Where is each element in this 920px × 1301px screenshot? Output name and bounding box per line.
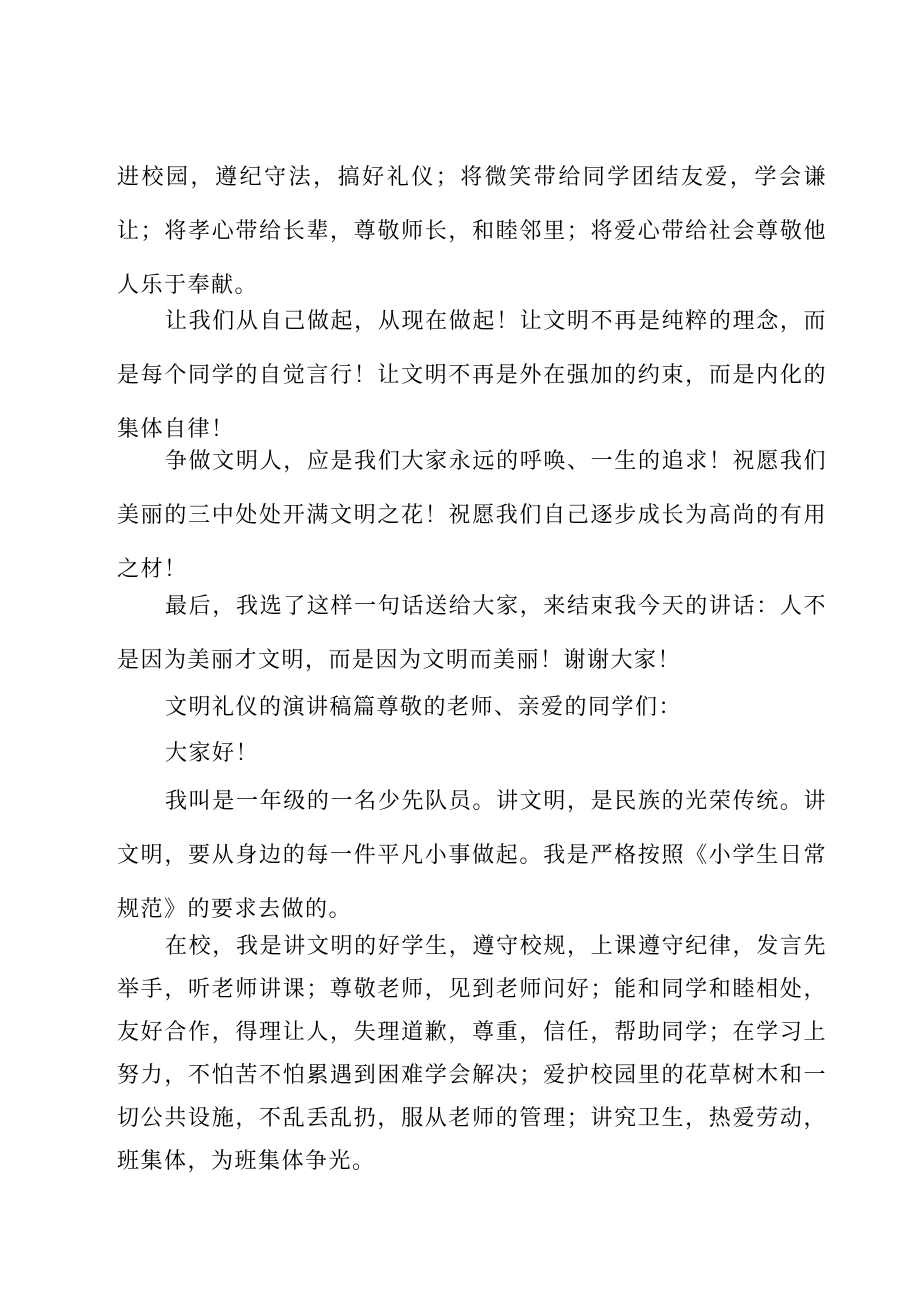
paragraph-closing: 最后，我选了这样一句话送给大家，来结束我今天的讲话：人不是因为美丽才文明，而是因为文明而美丽！谢谢大家！: [117, 594, 827, 673]
paragraph-speech-heading: 文明礼仪的演讲稿篇尊敬的老师、亲爱的同学们：: [165, 695, 683, 720]
paragraph-introduction: 我叫是一年级的一名少先队员。讲文明，是民族的光荣传统。讲文明，要从身边的每一件平凡小事做起。我是严格按照《小学生日常规范》的要求去做的。: [117, 789, 827, 922]
paragraph-continuation: 进校园，遵纪守法，搞好礼仪；将微笑带给同学团结友爱，学会谦让；将孝心带给长辈，尊敬师长，和睦邻里；将爱心带给社会尊敬他人乐于奉献。: [117, 165, 827, 298]
paragraph-greeting: 大家好！: [165, 741, 260, 766]
paragraph-at-school: 在校，我是讲文明的好学生，遵守校规，上课遵守纪律，发言先举手，听老师讲课；尊敬老师，见到老师问好；能和同学和睦相处，友好合作，得理让人，失理道歉，尊重，信任，帮助同学；在学习上努力，不怕苦不怕累遇到困难学会解决；爱护校园里的花草树木和一切公共设施，不乱丢乱扔，服从老师的管理；讲究卫生，热爱劳动，班集体，为班集体争光。: [117, 934, 827, 1174]
paragraph-start-now: 让我们从自己做起，从现在做起！让文明不再是纯粹的理念，而是每个同学的自觉言行！让文明不再是外在强加的约束，而是内化的集体自律！: [117, 309, 827, 442]
paragraph-civilized-person: 争做文明人，应是我们大家永远的呼唤、一生的追求！祝愿我们美丽的三中处处开满文明之花！祝愿我们自己逐步成长为高尚的有用之材！: [117, 449, 827, 582]
